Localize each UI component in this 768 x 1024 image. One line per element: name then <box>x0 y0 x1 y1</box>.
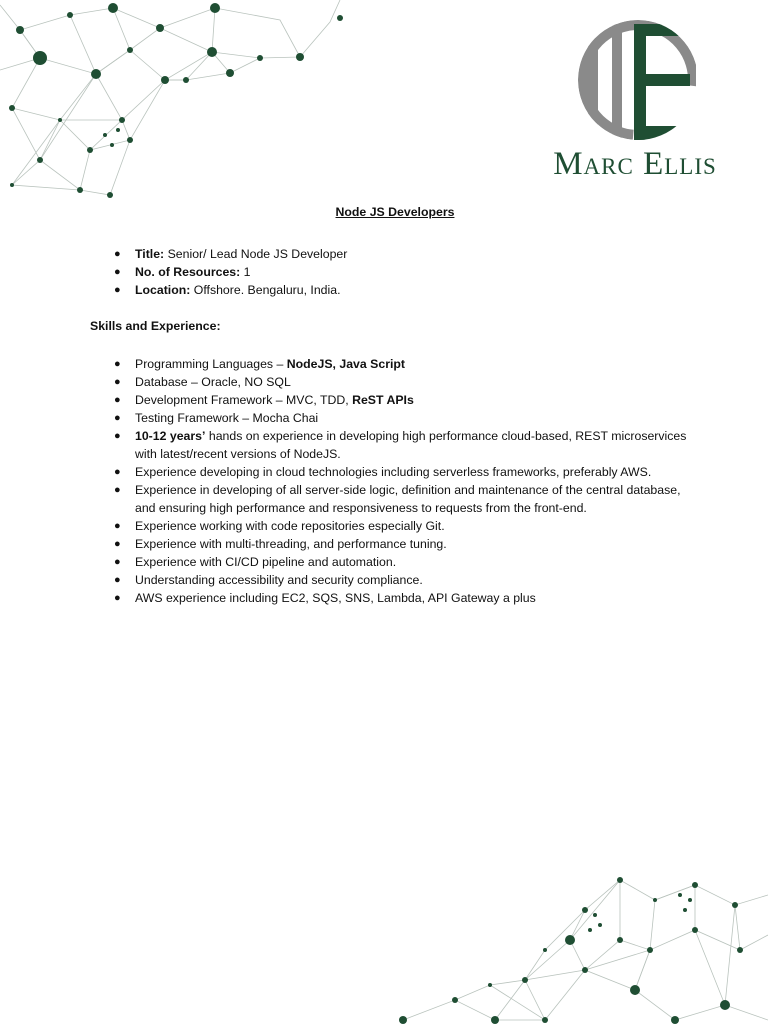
skill-emphasis: ReST APIs <box>352 393 414 407</box>
list-item <box>90 517 690 535</box>
skill-text: Programming Languages – <box>135 357 287 371</box>
overview-label: No. of Resources: <box>135 265 241 279</box>
bullet-icon: ● <box>114 430 121 442</box>
list-item <box>90 589 690 607</box>
bullet-icon: ● <box>114 376 121 388</box>
bullet-icon: ● <box>114 248 121 260</box>
skill-emphasis: 10-12 years’ <box>135 429 206 443</box>
document-title: Node JS Developers <box>335 205 455 219</box>
skill-text: Experience with multi-threading, and performance tuning. <box>135 537 447 551</box>
logo-wordmark: Marc Ellis <box>553 146 717 182</box>
list-item <box>90 409 690 427</box>
skill-emphasis: NodeJS, Java Script <box>286 357 406 371</box>
job-description <box>90 203 690 607</box>
list-item <box>90 391 690 409</box>
network-pattern-top-left <box>0 0 350 205</box>
list-item <box>90 245 690 263</box>
skill-text: Experience developing in cloud technologies including serverless frameworks, preferably AWS. <box>135 465 652 479</box>
bullet-icon: ● <box>114 484 121 496</box>
bullet-icon: ● <box>114 466 121 478</box>
list-item <box>90 427 690 463</box>
overview-value: Senior/ Lead Node JS Developer <box>167 247 348 261</box>
skill-text: Experience in developing of all server-side logic, definition and maintenance of the central database, and ensuring high performance and responsiveness to requests from the front-end. <box>135 483 681 515</box>
list-item <box>90 553 690 571</box>
list-item <box>90 571 690 589</box>
bullet-icon: ● <box>114 538 121 550</box>
logo-monogram-icon <box>576 18 696 143</box>
list-item <box>90 481 690 517</box>
skills-heading: Skills and Experience: <box>90 319 221 333</box>
network-pattern-bottom-right <box>395 870 768 1024</box>
company-logo <box>520 18 750 188</box>
overview-label: Title: <box>135 247 165 261</box>
bullet-icon: ● <box>114 394 121 406</box>
bullet-icon: ● <box>114 358 121 370</box>
list-item <box>90 373 690 391</box>
overview-value: 1 <box>243 265 251 279</box>
bullet-icon: ● <box>114 592 121 604</box>
skill-rest: hands on experience in developing high performance cloud-based, REST microservices with latest/recent versions of NodeJS. <box>135 429 687 461</box>
overview-value: Offshore. Bengaluru, India. <box>193 283 341 297</box>
skill-text: Development Framework – MVC, TDD, <box>135 393 353 407</box>
skill-text: Testing Framework – Mocha Chai <box>135 411 319 425</box>
bullet-icon: ● <box>114 412 121 424</box>
bullet-icon: ● <box>114 574 121 586</box>
skill-text: Experience working with code repositories especially Git. <box>135 519 445 533</box>
list-item <box>90 463 690 481</box>
overview-list <box>90 245 690 299</box>
list-item <box>90 535 690 553</box>
list-item <box>90 263 690 281</box>
list-item <box>90 355 690 373</box>
skills-list <box>90 355 690 607</box>
bullet-icon: ● <box>114 556 121 568</box>
bullet-icon: ● <box>114 266 121 278</box>
list-item <box>90 281 690 299</box>
skill-text: Understanding accessibility and security compliance. <box>135 573 423 587</box>
bullet-icon: ● <box>114 284 121 296</box>
skill-text: AWS experience including EC2, SQS, SNS, Lambda, API Gateway a plus <box>135 591 536 605</box>
skill-text: Experience with CI/CD pipeline and automation. <box>135 555 397 569</box>
overview-label: Location: <box>135 283 191 297</box>
skill-text: Database – Oracle, NO SQL <box>135 375 291 389</box>
bullet-icon: ● <box>114 520 121 532</box>
